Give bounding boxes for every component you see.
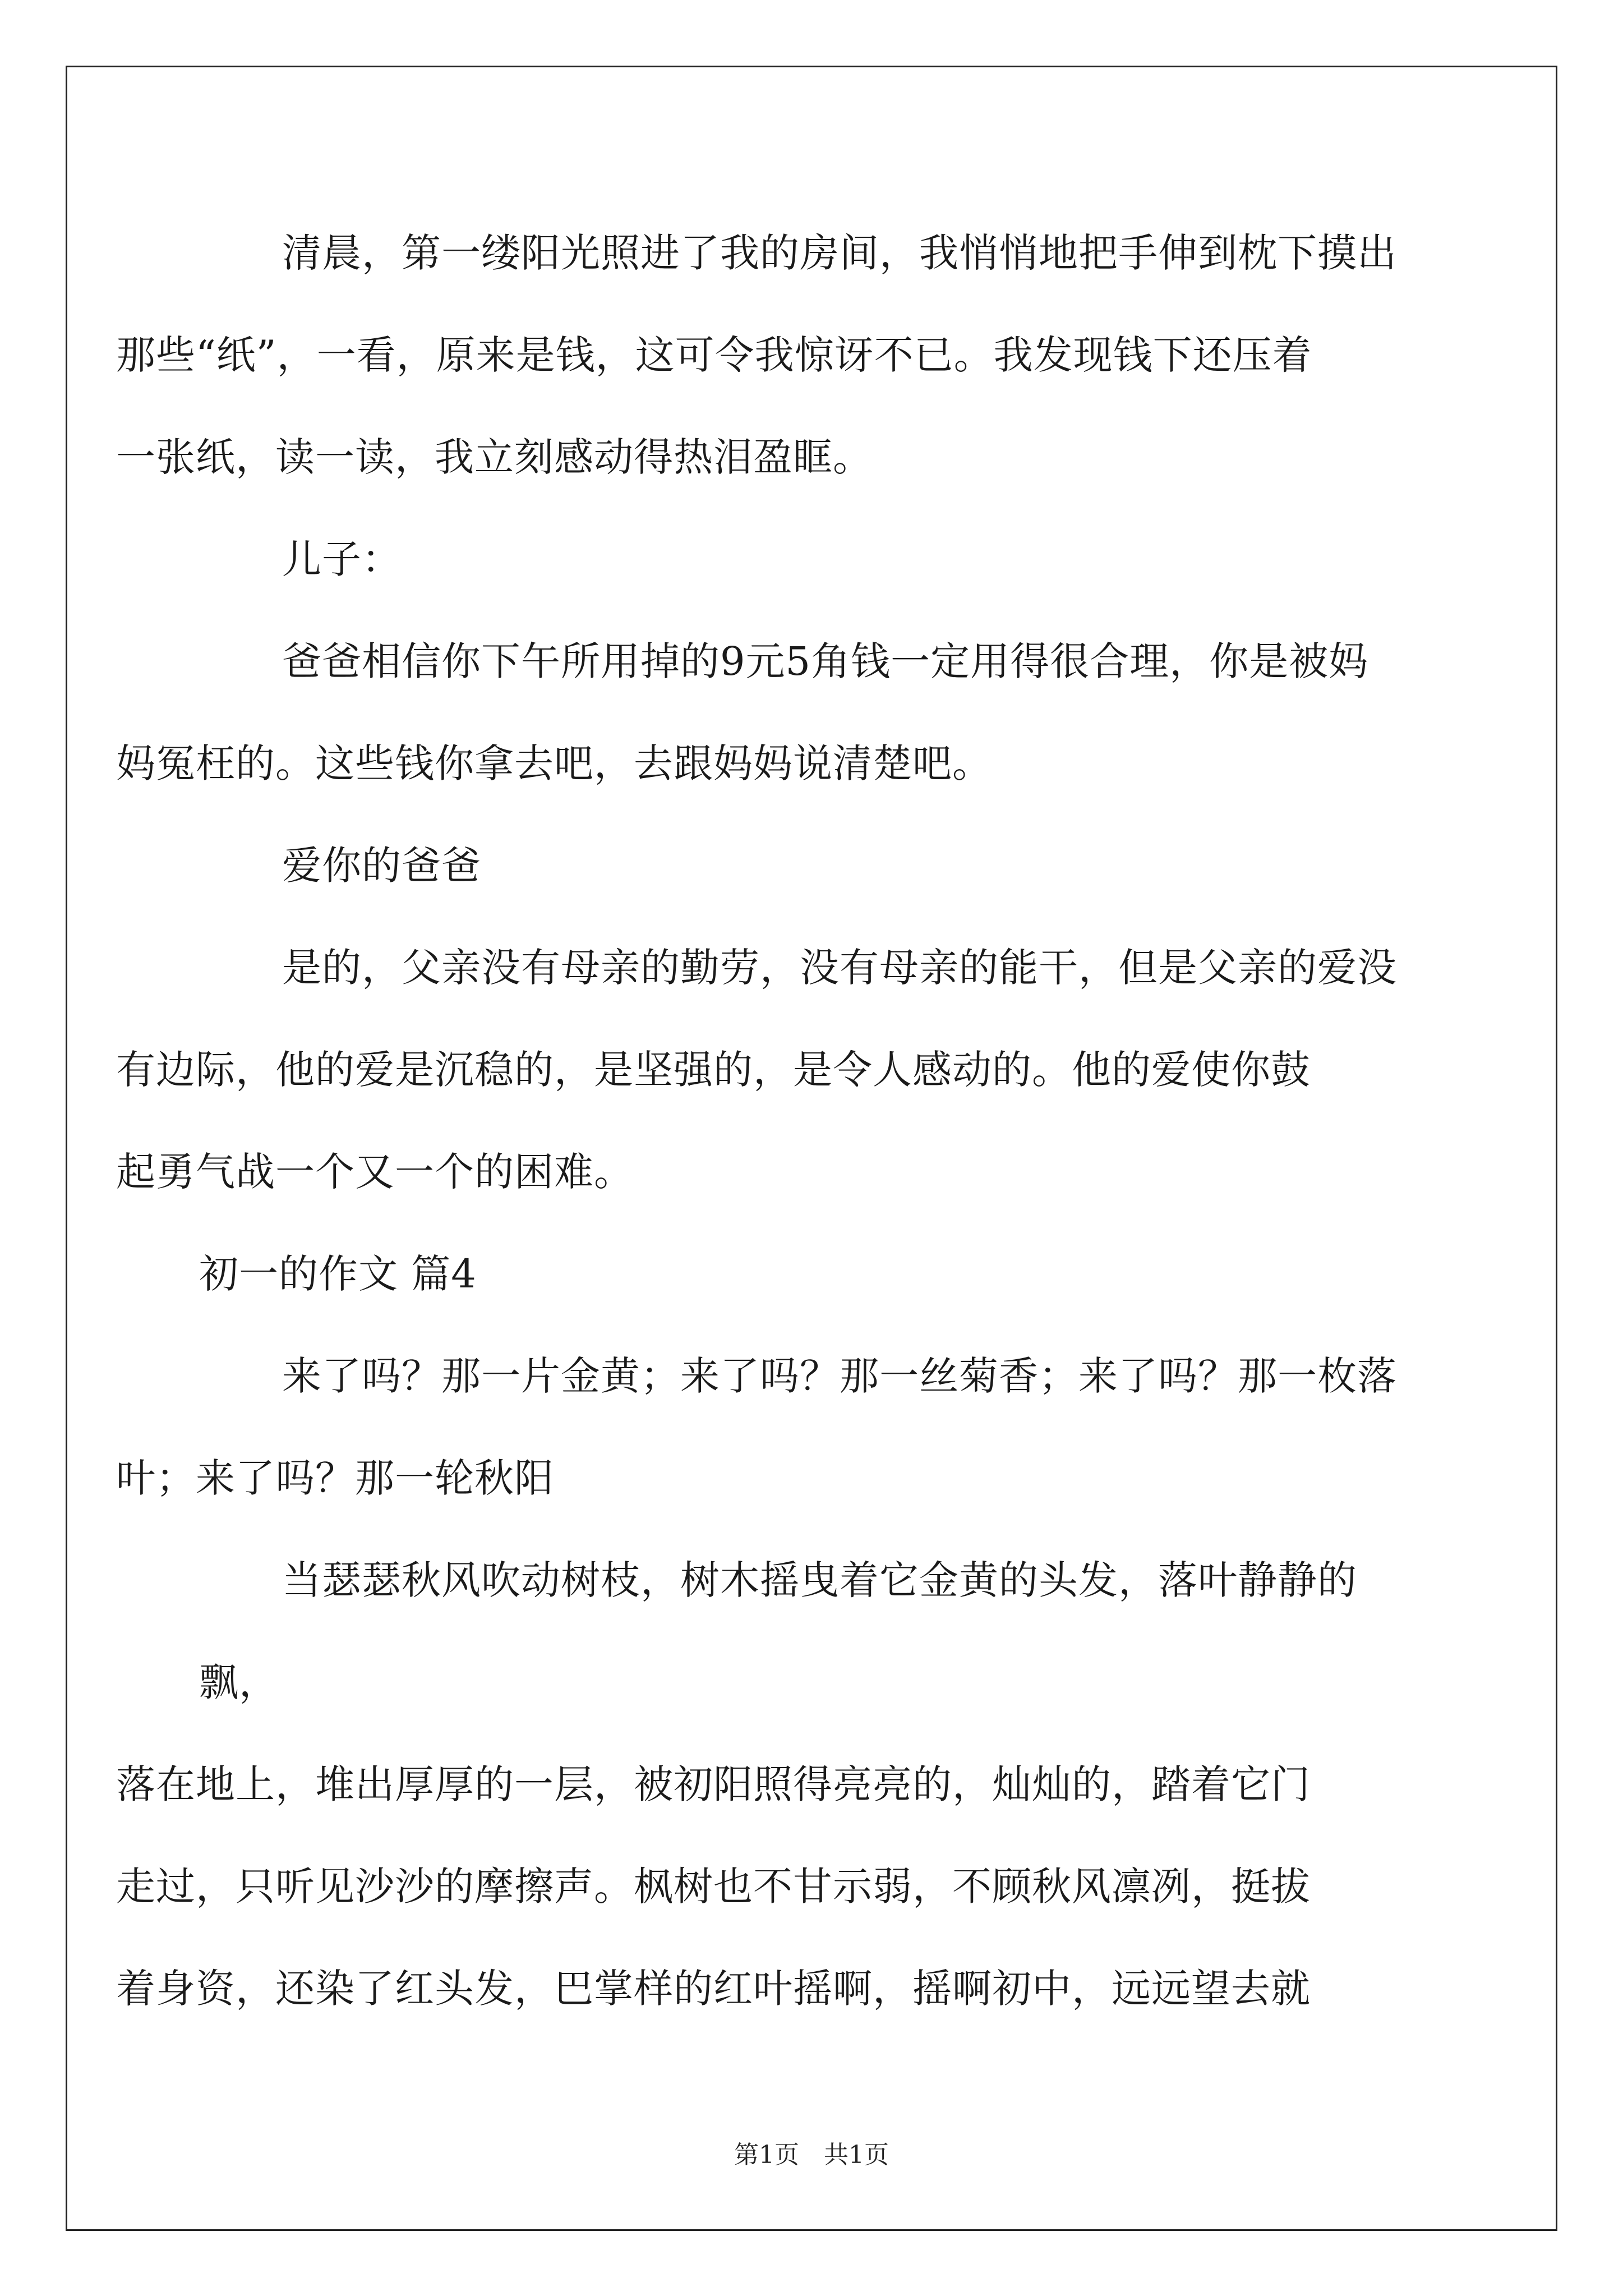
paragraph-letter-body: 爸爸相信你下午所用掉的9元5角钱一定用得很合理，你是被妈 妈冤枉的。这些钱你拿去吧，去跟妈妈说清楚吧。: [116, 638, 1369, 786]
letter-signature: 爱你的爸爸: [282, 843, 481, 889]
letter-salutation: 儿子：: [282, 536, 402, 582]
page-number-footer: 第1页 共1页: [734, 2141, 889, 2169]
paragraph-autumn-wind: 当瑟瑟秋风吹动树枝，树木摇曳着它金黄的头发，落叶静静的飘， 落在地上，堆出厚厚的一层，被初阳照得亮亮的，灿灿的，踏着它门 走过，只听见沙沙的摩擦声。枫树也不甘示弱，不顾秋风凛冽，挺拔 着身资，还染了红头发，巴掌样的红叶摇啊，摇啊初中，远远望去就: [116, 1557, 1357, 2012]
paragraph-morning: 清晨，第一缕阳光照进了我的房间，我悄悄地把手伸到枕下摸出 那些“纸”，一看，原来是钱，这可令我惊讶不已。我发现钱下还压着 一张纸，读一读，我立刻感动得热泪盈眶。: [116, 230, 1397, 480]
paragraph-father-love: 是的，父亲没有母亲的勤劳，没有母亲的能干，但是父亲的爱没 有边际，他的爱是沉稳的，是坚强的，是令人感动的。他的爱使你鼓 起勇气战一个又一个的困难。: [116, 945, 1397, 1195]
document-body: [116, 202, 1430, 2040]
section-heading: 初一的作文 篇4: [199, 1251, 477, 1297]
paragraph-autumn-intro: 来了吗？那一片金黄；来了吗？那一丝菊香；来了吗？那一枚落 叶；来了吗？那一轮秋阳: [116, 1353, 1397, 1501]
